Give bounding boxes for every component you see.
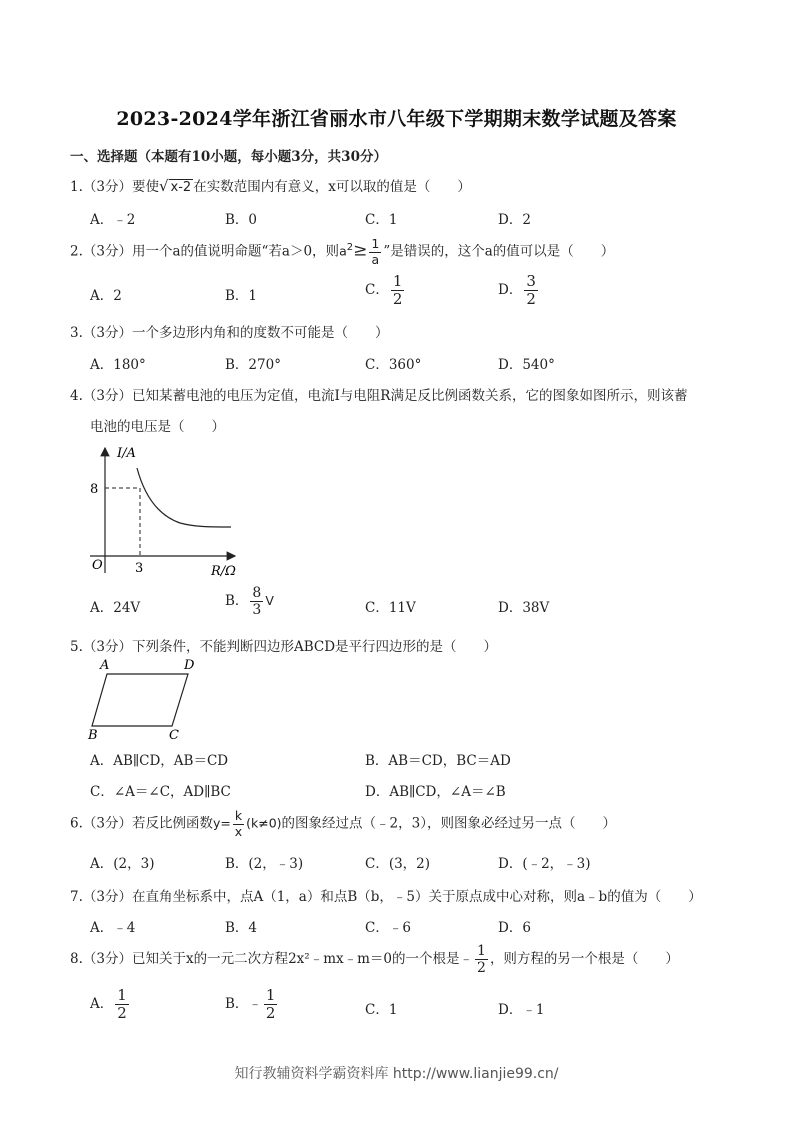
- radicand: x-2: [170, 180, 192, 196]
- q2-exponent: 2: [346, 242, 354, 253]
- y-tick-label: 8: [90, 482, 99, 497]
- q2-option-d-label: D．: [498, 282, 523, 298]
- q4-option-c[interactable]: C．11V: [365, 600, 416, 616]
- radical-sign-icon: √: [158, 177, 169, 196]
- frac-den: 2: [265, 1004, 276, 1022]
- vertex-b-label: B: [88, 728, 98, 741]
- question-2: [70, 238, 614, 266]
- frac-den: 3: [252, 602, 262, 618]
- q6-option-a[interactable]: A．(2，3): [90, 856, 155, 872]
- question-4-line-2: 电池的电压是（ ）: [90, 419, 225, 435]
- q6-fraction: [233, 810, 244, 838]
- q6-suffix: 的图象经过点（﹣2，3），则图象必经过另一点（ ）: [281, 815, 616, 832]
- q8-option-a-label: A．: [90, 996, 114, 1012]
- q7-option-b[interactable]: B．4: [225, 920, 258, 936]
- frac-num: 3: [526, 272, 536, 290]
- q8-suffix: ，则方程的另一个根是（ ）: [489, 951, 679, 967]
- question-1: [70, 175, 471, 196]
- frac-den: 2: [477, 960, 486, 976]
- question-6: [70, 810, 616, 838]
- q8-option-a[interactable]: [90, 988, 131, 1021]
- current-resistance-graph: [85, 438, 255, 583]
- q6-lhs: y=: [212, 815, 231, 831]
- q8-option-d[interactable]: D．﹣1: [498, 1002, 545, 1018]
- q1-suffix: 在实数范围内有意义，x可以取的值是（ ）: [193, 179, 471, 195]
- x-tick-label: 3: [135, 561, 144, 576]
- frac-num: k: [234, 808, 243, 823]
- q5-option-d[interactable]: D．AB∥CD，∠A＝∠B: [365, 784, 506, 800]
- q2-option-a[interactable]: A．2: [90, 288, 122, 304]
- q6-condition: (k≠0): [246, 815, 282, 831]
- q3-option-d[interactable]: D．540°: [498, 357, 555, 373]
- q5-option-c[interactable]: C．∠A＝∠C，AD∥BC: [90, 784, 231, 800]
- question-4-line-1: 4.（3分）已知某蓄电池的电压为定值，电流I与电阻R满足反比例函数关系，它的图象如图所示，则该蓄: [70, 388, 688, 404]
- q2-ge-sign: ≥: [353, 240, 368, 261]
- question-3: 3.（3分）一个多边形内角和的度数不可能是（ ）: [70, 325, 389, 341]
- q2-option-c-fraction: [391, 274, 405, 307]
- q2-option-d-fraction: [524, 274, 538, 307]
- frac-den: 2: [392, 290, 403, 308]
- frac-den: x: [234, 823, 243, 839]
- vertex-d-label: D: [184, 658, 195, 673]
- q8-option-c[interactable]: C．1: [365, 1002, 398, 1018]
- footer-watermark: 知行教辅资料学霸资料库 http://www.lianjie99.cn/: [234, 1066, 559, 1082]
- q2-fraction: [369, 238, 381, 266]
- q6-option-d[interactable]: D．(﹣2，﹣3): [498, 856, 591, 872]
- sqrt-expression: [159, 179, 193, 195]
- frac-num: 8: [252, 585, 262, 601]
- frac-num: 1: [265, 986, 276, 1004]
- q8-prefix: 8.（3分）已知关于x的一元二次方程2x²﹣mx﹣m＝0的一个根是: [70, 951, 460, 967]
- q8-option-b-label: B．: [225, 996, 249, 1012]
- q7-option-c[interactable]: C．﹣6: [365, 920, 411, 936]
- section-heading: 一、选择题（本题有10小题，每小题3分，共30分）: [70, 149, 387, 165]
- q2-option-c-label: C．: [365, 282, 389, 298]
- q2-option-d[interactable]: [498, 274, 540, 307]
- q5-option-b[interactable]: B．AB＝CD，BC＝AD: [365, 753, 511, 769]
- q2-option-b[interactable]: B．1: [225, 288, 258, 304]
- vertex-a-label: A: [100, 658, 110, 673]
- q1-option-b[interactable]: B．0: [225, 212, 258, 228]
- q1-option-c[interactable]: C．1: [365, 212, 398, 228]
- question-7: 7.（3分）在直角坐标系中，点A（1，a）和点B（b，﹣5）关于原点成中心对称，则a﹣b的值为（ ）: [70, 889, 702, 905]
- q4-option-d[interactable]: D．38V: [498, 600, 550, 616]
- q2-option-c[interactable]: [365, 274, 406, 307]
- q4-option-b-unit: V: [265, 593, 274, 608]
- q3-option-b[interactable]: B．270°: [225, 357, 281, 373]
- q4-option-b-fraction: [250, 586, 263, 617]
- q6-option-c[interactable]: C．(3，2): [365, 856, 431, 872]
- question-8: [70, 944, 679, 975]
- frac-den: 2: [117, 1004, 127, 1022]
- q5-option-a[interactable]: A．AB∥CD，AB＝CD: [90, 753, 229, 769]
- q6-option-b[interactable]: B．(2，﹣3): [225, 856, 304, 872]
- q8-root-fraction: [475, 944, 488, 975]
- page-title: 2023-2024学年浙江省丽水市八年级下学期期末数学试题及答案: [116, 108, 677, 130]
- q2-base: a: [339, 243, 347, 259]
- q8-option-b-sign: ﹣: [248, 996, 262, 1012]
- q8-option-b-fraction: [264, 988, 278, 1021]
- q3-option-a[interactable]: A．180°: [90, 357, 146, 373]
- vertex-c-label: C: [169, 728, 179, 741]
- parallelogram-figure: [85, 656, 205, 741]
- parallelogram-abcd: [92, 674, 188, 726]
- q4-option-a[interactable]: A．24V: [90, 600, 141, 616]
- q7-option-d[interactable]: D．6: [498, 920, 531, 936]
- question-5: 5.（3分）下列条件，不能判断四边形ABCD是平行四边形的是（ ）: [70, 639, 498, 655]
- q7-option-a[interactable]: A．﹣4: [90, 920, 136, 936]
- q2-frac-num: 1: [371, 236, 380, 251]
- q2-frac-den: a: [371, 251, 380, 267]
- q8-option-b[interactable]: [225, 988, 279, 1021]
- frac-num: 1: [392, 272, 403, 290]
- q1-prefix: 1.（3分）要使: [70, 179, 159, 195]
- origin-label: O: [92, 558, 103, 573]
- q2-prefix: 2.（3分）用一个a的值说明命题“若a＞0，则: [70, 243, 340, 260]
- frac-den: 2: [526, 290, 536, 308]
- hyperbola-curve: [137, 468, 231, 527]
- q8-option-a-fraction: [115, 988, 129, 1021]
- q6-prefix: 6.（3分）若反比例函数: [70, 815, 213, 832]
- q2-suffix: ”是错误的，这个a的值可以是（ ）: [383, 243, 615, 260]
- q4-option-b-label: B．: [225, 593, 249, 609]
- q1-option-d[interactable]: D．2: [498, 212, 531, 228]
- q4-option-b[interactable]: [225, 586, 274, 617]
- q3-option-c[interactable]: C．360°: [365, 357, 422, 373]
- x-axis-label: R/Ω: [211, 564, 236, 579]
- frac-num: 1: [117, 986, 127, 1004]
- y-axis-label: I/A: [117, 446, 136, 461]
- q1-option-a[interactable]: A．﹣2: [90, 212, 136, 228]
- q8-root-sign: ﹣: [459, 951, 474, 967]
- frac-num: 1: [477, 943, 486, 959]
